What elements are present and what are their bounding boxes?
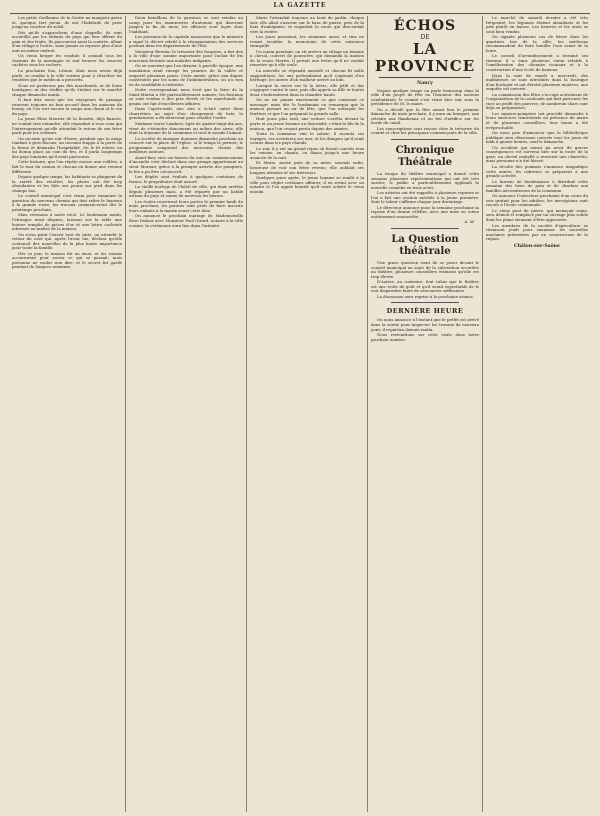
section-title: Nancy	[417, 81, 433, 86]
masthead-rule	[379, 77, 471, 78]
newspaper-title: LA GAZETTE	[273, 2, 327, 9]
paragraph: Madame veuve Lambert, âgée de quatre-vingt-dix ans, vient de s'éteindre doucement au milieu des siens; elle était la doyenne de la commune et tout le monde l'aimait.	[129, 121, 243, 136]
paragraph: La société de musique donnera dimanche prochain un concert sur la place de l'église, si le temps le permet; le programme comprend des morceaux choisis des meilleurs auteurs.	[129, 135, 243, 155]
paragraph: Dans la nuit de mardi à mercredi, des malfaiteurs se sont introduits dans la boutique d'un horloger et ont dérobé plusieurs montres; une enquête est ouverte.	[486, 72, 588, 92]
paragraph: Une grave question vient de se poser devant le conseil municipal au sujet de la subvention accordée au théâtre; plusieurs conseillers estiment qu'elle est trop élevée.	[371, 260, 479, 279]
headline-last-hour: DERNIÈRE HEURE	[386, 307, 464, 316]
paragraph: Le conseil d'arrondissement a terminé ses travaux; il a émis plusieurs vœux relatifs à l'amélioration des chemins vicinaux et à la construction d'une école de hameau.	[486, 53, 588, 73]
section-masthead	[371, 18, 479, 78]
column-4	[369, 16, 481, 812]
paragraph: Toute la commune vint le saluer; il raconta ses voyages, ses aventures sur mer, et les dangers qu'il avait courus dans les pays chauds.	[250, 131, 364, 146]
paragraph: Le vieux pont de pierre, qui menaçait ruine, sera démoli et remplacé par un ouvrage plus solide dont les plans viennent d'être approuvés.	[486, 207, 588, 222]
masthead-line-2: DE	[420, 34, 430, 41]
paragraph: Le bureau de bienfaisance a distribué cette semaine des bons de pain et de charbon aux familles nécessiteuses de la commune.	[486, 178, 588, 193]
paragraph: Depuis quelque temps, les habitants se plaignent de la rareté des récoltes; les pluies ont été trop abondantes et les blés ont pourri sur pied dans les champs bas.	[12, 174, 122, 193]
paragraph: On nous annonce à l'instant que le préfet est arrivé dans la soirée pour inspecter les travaux du nouveau pont; il repartira demain matin.	[371, 317, 479, 332]
masthead-line-1: ÉCHOS	[393, 18, 457, 34]
paragraph: Notre correspondant nous écrit que la foire de la Saint-Martin a été particulièrement animée; les bestiaux se sont vendus à des prix élevés et les marchands de grains ont fait d'excellentes affaires.	[129, 87, 243, 106]
paragraph: D'autres, au contraire, font valoir que le théâtre est une école de goût et qu'il serait regrettable de le voir disparaître faute de ressources suffisantes.	[371, 279, 479, 294]
paragraph: On nous prie d'annoncer que la bibliothèque publique sera désormais ouverte tous les jours de midi à quatre heures, sauf le dimanche.	[486, 130, 588, 145]
question-body	[371, 261, 479, 299]
paragraph: Le conseil municipal s'est réuni pour examiner la question du nouveau chemin qui doit relier le hameau à la grande route; les travaux commenceront dès le printemps prochain.	[12, 193, 122, 212]
paragraph: Cette histoire, que l'on répète encore aux veillées, a fait le tour du canton et chacun en donne une version différente.	[12, 159, 122, 174]
paragraph: On raconte qu'un soir d'hiver, pendant que la neige tombait à gros flocons, un inconnu frappa à la porte de la ferme et demanda l'hospitalité. On le fit entrer, on lui donna place au coin du feu, et il parla longtemps des pays lointains qu'il avait parcourus.	[12, 135, 122, 159]
paragraph: Dès qu'ils s'approchent d'une chapelle, ils sont accueillis par les enfants du pays qui leur offrent du pain et des fruits. Ils parcourent ainsi la contrée, allant d'un village à l'autre, sans jamais se reposer plus d'une nuit au même endroit.	[12, 29, 122, 53]
paragraph: Le directeur annonce pour la semaine prochaine la reprise d'un drame célèbre, avec une mise en scène entièrement renouvelée.	[371, 204, 479, 219]
paragraph: Les journaux de la capitale annoncent que le ministre a signé le décret relatif à la réorganisation des services postaux dans les départements de l'Est.	[129, 34, 243, 49]
paragraph: Les dégâts sont évalués à quelques centaines de francs; le propriétaire était assuré.	[129, 174, 243, 184]
header-rule	[10, 13, 590, 14]
paragraph: Mais revenons à notre récit. Le lendemain matin, l'étranger avait disparu, laissant sur la table une bourse remplie de pièces d'or et une lettre cachetée adressée au maître de la maison.	[12, 212, 122, 232]
paragraph: Les artistes ont été rappelés à plusieurs reprises et l'on a fait une ovation méritée à la jeune première, dont le talent s'affirme chaque jour davantage.	[371, 190, 479, 205]
section-body	[371, 89, 479, 136]
signature: A. M.	[464, 219, 475, 225]
paragraph: Deux bataillons de la garnison se sont rendus au camp pour les manœuvres d'automne qui dureront jusqu'à la fin du mois; les officiers sont logés chez l'habitant.	[129, 16, 243, 34]
paragraph: Monsieur Bernier, le trésorier des hospices, a fait don à la ville d'une somme importante pour l'achat de lits nouveaux destinés aux malades indigents.	[129, 48, 243, 63]
paragraph: Le marché de samedi dernier a été très fréquenté; les légumes étaient abondants et les prix plutôt en baisse. Les beurres et les œufs se sont bien vendus.	[486, 16, 588, 34]
paragraph: La prochaine fois, Léonie, dont nous avons déjà parlé, se rendra à la ville voisine pour y chercher les remèdes que le médecin a prescrits.	[12, 68, 122, 83]
paragraph: Les membres de la société d'agriculture se réuniront jeudi pour examiner les nouvelles machines présentées par un constructeur de la région.	[486, 222, 588, 242]
paragraph: Nous ne parlerons pas des marchands, ni de leurs boutiques, ni des étoffes qu'ils étalent sur le marché chaque dimanche matin.	[12, 82, 122, 97]
paragraph: Et Marie, assise près de sa mère, souriait enfin, heureuse de voir son frère revenu; elle oubliait ses longues attentes et ses tristesses.	[250, 160, 364, 175]
paragraph: La vieille horloge de l'hôtel de ville, qui était arrêtée depuis plusieurs mois, a été réparée par un habile artisan du pays et sonne de nouveau les heures.	[129, 184, 243, 199]
paragraph: Lorsque la veuve eut lu la lettre, elle pâlit et dut s'appuyer contre le mur; puis elle appela sa fille et toutes deux s'enfermèrent dans la chambre haute.	[250, 82, 364, 97]
masthead-line-3: LA PROVINCE	[374, 40, 476, 75]
column-5	[484, 16, 590, 812]
paragraph: Dans l'après-midi, une rixe a éclaté entre deux charretiers au sujet d'un chargement de bois; la gendarmerie a dû intervenir pour rétablir l'ordre.	[129, 106, 243, 121]
paragraph: On se souvient que l'an dernier, à pareille époque, une inondation avait ravagé les prairies de la vallée et emporté plusieurs ponts. Cette année, grâce aux digues construites par les soins de l'administration, on n'a rien eu de semblable à redouter.	[129, 63, 243, 87]
paragraph: Un vieux berger les conduit; il connaît tous les chemins de la montagne et sait trouver les sources cachées sous les rochers.	[12, 53, 122, 68]
column-rule	[125, 16, 126, 812]
paragraph: On signale plusieurs cas de fièvre dans les quartiers bas de la ville; les médecins recommandent de faire bouillir l'eau avant de la boire.	[486, 34, 588, 53]
paragraph: Les jours passaient, les semaines aussi, et rien ne venait troubler la monotonie de cette existence tranquille.	[250, 34, 364, 49]
column-rule	[482, 16, 483, 812]
paragraph: Marie l'attendait toujours au bout du jardin; chaque soir, elle allait s'asseoir sur le banc de pierre, près de la haie d'aubépines, et regardait la route qui descendait vers la rivière.	[250, 16, 364, 34]
last-hour-body	[371, 318, 479, 342]
running-header	[0, 2, 600, 14]
column-rule	[367, 16, 368, 812]
paragraph: Les souscriptions sont reçues chez le trésorier du comité et chez les principaux commerçants de la ville.	[371, 125, 479, 136]
column-3	[248, 16, 366, 812]
paragraph: On annonce l'ouverture prochaine d'un cours du soir gratuit pour les adultes; les inscriptions sont reçues à l'école communale.	[486, 193, 588, 208]
paragraph: Un matin pourtant, on vit arriver au village un homme à cheval, couvert de poussière, qui demanda la maison de la veuve Martin. Il portait une lettre qu'il ne voulait remettre qu'à elle seule.	[250, 48, 364, 68]
paragraph: Nous reviendrons sur cette visite dans notre prochain numéro.	[371, 332, 479, 342]
paragraph: La discussion sera reprise à la prochaine séance.	[377, 293, 475, 299]
separator	[391, 228, 459, 229]
column-5-body-top	[486, 16, 588, 242]
paragraph: Depuis quelque temps on parle beaucoup dans la ville d'un projet de fête en l'honneur des anciens combattants; le comité s'est réuni hier soir sous la présidence de M. le maire.	[371, 87, 479, 107]
separator	[391, 139, 459, 140]
paragraph: La récolte des pommes s'annonce magnifique cette année; les cidreries se préparent à une grande activité.	[486, 163, 588, 179]
paragraph: On n'osa point l'ouvrir tout de suite; on attendit le retour du curé qui, après l'avoir lue, déclara qu'elle contenait des nouvelles de la plus haute importance pour toute la famille.	[12, 231, 122, 251]
paragraph: Les écoles rouvriront leurs portes le premier lundi du mois prochain; les parents sont priés de faire inscrire leurs enfants à la mairie avant cette date.	[129, 198, 243, 213]
paragraph: Les petits Guillaume de la Grotte ne mangent guère et, quoique fort pieux, ils ont l'habitude de prier jusqu'au coucher du soleil.	[12, 16, 122, 30]
column-1	[10, 16, 124, 812]
paragraph: Dès ce jour, la maison fut en émoi, et les voisins accoururent pour savoir ce qui se passait; mais personne ne voulut rien dire, et le secret fut gardé pendant de longues semaines.	[12, 250, 122, 270]
paragraph: On annonce le prochain mariage de Mademoiselle Rose Dufour avec Monsieur Paul Girard, notaire à la ville voisine; la cérémonie aura lieu dans l'intimité.	[129, 213, 243, 228]
theatre-body	[371, 172, 479, 219]
headline-question: La Question théâtrale	[391, 234, 459, 258]
column-rule	[246, 16, 247, 812]
section-subtitle: Châlon-sur-Saône	[514, 243, 560, 249]
separator	[391, 302, 459, 303]
paragraph: Huit jours plus tard, une voiture s'arrêta devant la porte et un jeune homme en descendit; c'était le fils de la maison, que l'on croyait perdu depuis des années.	[250, 116, 364, 131]
paragraph: Il faut dire aussi que les voyageurs de passage trouvent toujours un bon accueil dans les maisons du bourg, où l'on sert encore la soupe aux choux et le vin du pays.	[12, 97, 122, 116]
paragraph: Avant-hier, vers six heures du soir, un commencement d'incendie s'est déclaré dans une grange appartenant au sieur Moreau; grâce à la prompte arrivée des pompiers, le feu a pu être circonscrit.	[129, 154, 243, 174]
paragraph: Un accident qui aurait pu avoir de graves conséquences est survenu hier sur la route de la gare; un cheval emballé a renversé une charrette, mais personne n'a été blessé.	[486, 144, 588, 164]
column-2	[127, 16, 245, 812]
paragraph: La jeune Elise Mourier de la Rosette, déjà fiancée, ne voulait rien entendre; elle répondait à tous ceux qui l'interrogeaient qu'elle attendait le retour de son frère parti pour les colonies.	[12, 116, 122, 136]
paragraph: Les sapeurs-pompiers ont procédé dimanche à leurs exercices trimestriels en présence du maire et de plusieurs conseillers; leur tenue a été irréprochable.	[486, 110, 588, 130]
headline-chronique: Chronique Théâtrale	[395, 145, 455, 169]
paragraph: Quelques jours après, le jeune homme se rendit à la ville pour régler certaines affaires; il en revint avec un notaire et l'on apprit bientôt qu'il avait acheté le vieux moulin.	[250, 175, 364, 194]
paragraph: On a décidé que la fête aurait lieu le premier dimanche du mois prochain; il y aura un banquet, une retraite aux flambeaux et un feu d'artifice sur les bords du canal.	[371, 106, 479, 126]
paragraph: Le soir, il y eut un grand repas où furent conviés tous les voisins; on chanta, on dansa jusqu'à une heure avancée de la nuit.	[250, 145, 364, 160]
paragraph: La nouvelle se répandit aussitôt et chacun fit mille suppositions; les uns prétendaient qu'il s'agissait d'un héritage, les autres d'un malheur arrivé au loin.	[250, 68, 364, 83]
paragraph: On ne sut jamais exactement ce que contenait ce message; mais dès le lendemain on remarqua que la maison prenait un air de fête, que l'on nettoyait les fenêtres et que l'on préparait la grande salle.	[250, 97, 364, 116]
paragraph: La troupe du théâtre municipal a donné cette semaine plusieurs représentations qui ont été très suivies; le public a particulièrement applaudi la nouvelle comédie en trois actes.	[371, 171, 479, 190]
paragraph: La commission des fêtes s'occupe activement de l'organisation de la cavalcade qui doit parcourir les rues au profit des pauvres; de nombreux chars sont déjà en préparation.	[486, 91, 588, 111]
